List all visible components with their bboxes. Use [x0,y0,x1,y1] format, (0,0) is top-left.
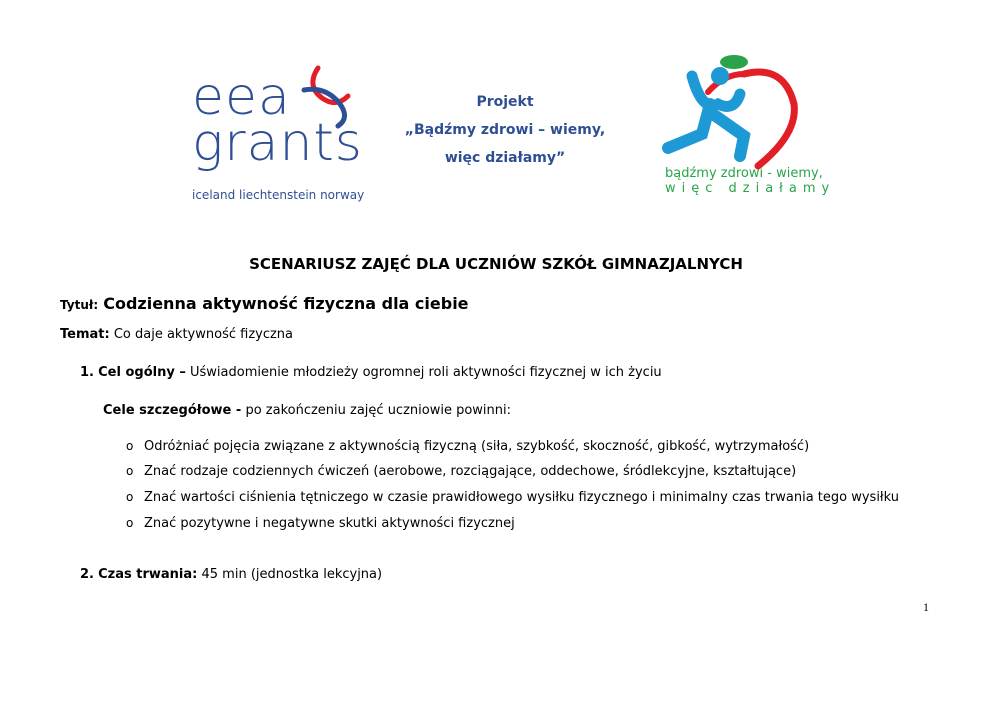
list-item-text: Odróżniać pojęcia związane z aktywnością fizyczną (siła, szybkość, skoczność, gibkość, wytrzymałość) [144,439,810,454]
bullet-marker: o [126,490,134,504]
title-value: Codzienna aktywność fizyczna dla ciebie [103,294,469,313]
list-item [126,490,899,505]
eea-logo-subtitle: iceland liechtenstein norway [192,188,365,202]
eea-logo-line1: eea [192,67,291,127]
topic-value: Co daje aktywność fizyczna [113,327,294,342]
bullet-marker: o [126,464,134,478]
section2-value: 45 min (jednostka lekcyjna) [201,567,383,582]
page-title: SCENARIUSZ ZAJĘĆ DLA UCZNIÓW SZKÓŁ GIMNAZJALNYCH [249,255,743,273]
section2-row [80,567,382,582]
project-header-line1: Projekt [476,94,534,110]
section1-sub-value: po zakończeniu zajęć uczniowie powinni: [245,403,512,418]
project-header [390,88,620,172]
bullet-marker: o [126,439,134,453]
section1-row [80,365,662,380]
section1-value: Uświadomienie młodzieży ogromnej roli aktywności fizycznej w ich życiu [189,365,662,380]
project-logo-line1: bądźmy zdrowi - wiemy, [665,166,823,181]
topic-label: Temat: [60,327,110,342]
project-logo-line2: więc działamy [665,181,836,196]
list-item-text: Znać wartości ciśnienia tętniczego w czasie prawidłowego wysiłku fizycznego i minimalny czas trwania tego wysiłku [144,490,899,505]
title-row [60,294,469,313]
page-number: 1 [923,600,929,614]
eea-grants-logo [178,50,365,204]
list-item-text: Znać rodzaje codziennych ćwiczeń (aerobowe, rozciągające, oddechowe, śródlekcyjne, kształtujące) [144,464,797,479]
project-header-line3: więc działamy” [444,150,566,166]
list-item [126,516,515,531]
title-label: Tytuł: [60,298,99,312]
section2-label: Czas trwania: [98,567,198,582]
project-header-line2: „Bądźmy zdrowi – wiemy, [404,122,606,138]
list-item [126,439,809,454]
section1-label: Cel ogólny – [98,365,186,380]
project-logo [648,52,836,202]
section1-sub-row [103,403,511,418]
bullet-marker: o [126,516,134,530]
list-item [126,464,796,479]
eea-logo-text [192,67,363,173]
section2-number: 2. [80,567,94,582]
topic-row [60,327,293,342]
list-item-text: Znać pozytywne i negatywne skutki aktywności fizycznej [144,516,515,531]
eea-logo-line2: grants [192,113,363,173]
section1-number: 1. [80,365,94,380]
section1-sub-label: Cele szczegółowe - [103,403,242,418]
